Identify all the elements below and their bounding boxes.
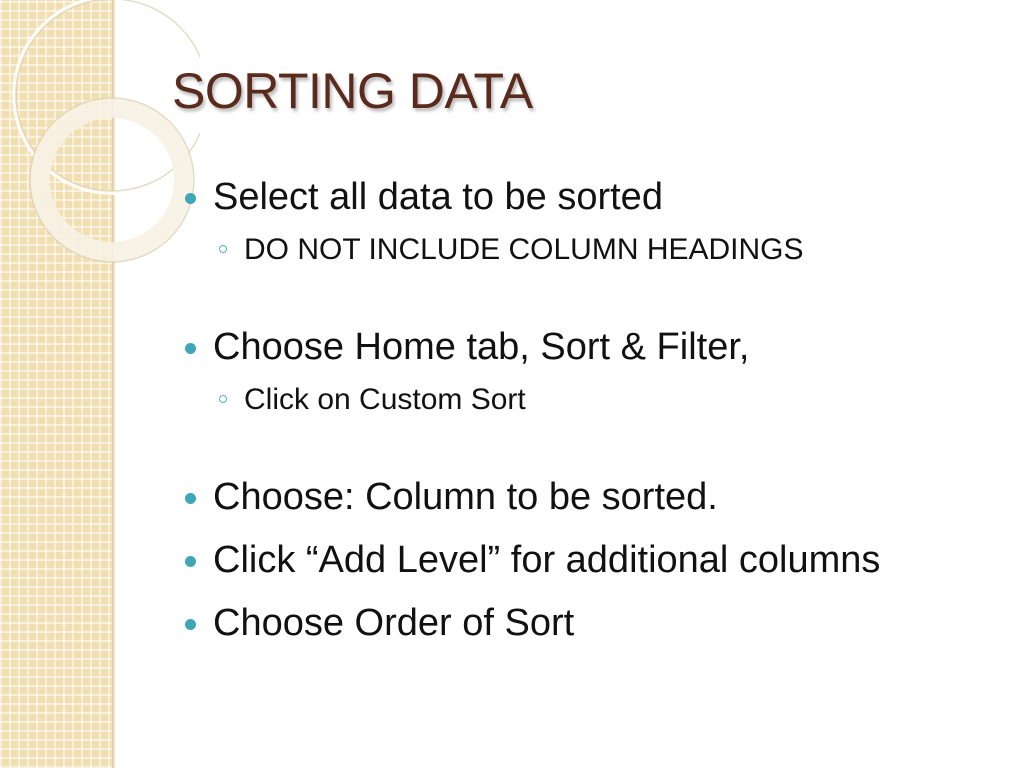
sub-bullet-item [185, 378, 1005, 422]
sub-bullet-ring-icon [219, 395, 227, 403]
slide-title: SORTING DATA [172, 63, 533, 119]
bullet-item [185, 533, 1005, 587]
sub-bullet-item [185, 228, 1005, 272]
bullet-text: Click “Add Level” for additional columns [213, 539, 881, 581]
bullet-item [185, 596, 1005, 650]
sub-bullet-ring-icon [219, 245, 227, 253]
bullet-text: Choose: Column to be sorted. [213, 476, 718, 518]
bullet-dot-icon [185, 556, 196, 567]
bullet-item [185, 170, 1005, 224]
bullet-text: Choose Order of Sort [213, 602, 575, 644]
bullet-dot-icon [185, 493, 196, 504]
bullet-item [185, 320, 1005, 374]
bullet-text: Select all data to be sorted [213, 176, 663, 218]
decorative-rings [0, 0, 200, 300]
bullet-text: Choose Home tab, Sort & Filter, [213, 326, 750, 368]
bullet-item [185, 470, 1005, 524]
bullet-dot-icon [185, 193, 196, 204]
sub-bullet-text: DO NOT INCLUDE COLUMN HEADINGS [244, 233, 804, 266]
sub-bullet-text: Click on Custom Sort [244, 383, 526, 416]
bullet-list [185, 170, 1005, 650]
bullet-dot-icon [185, 343, 196, 354]
bullet-dot-icon [185, 619, 196, 630]
